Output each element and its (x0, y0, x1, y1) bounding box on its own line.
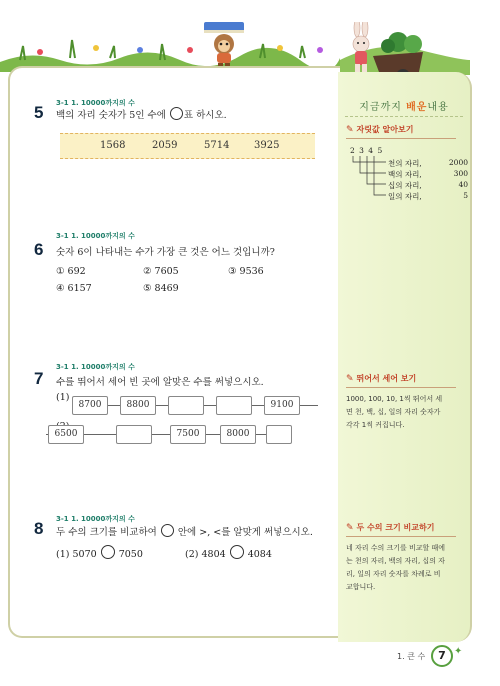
place-value-row: 일의 자리, 5 (388, 191, 468, 201)
sidebar-heading: 자릿값 알아보기 (356, 125, 414, 134)
number-choice[interactable]: 2059 (152, 140, 178, 151)
question-text: 백의 자리 숫자가 5인 수에 표 하시오. (56, 107, 227, 121)
question-tag: 3-1 1. 10000까지의 수 (56, 232, 135, 240)
number-choice[interactable]: 5714 (204, 140, 230, 151)
question-number: 5 (34, 103, 44, 122)
sidebar-title-area (345, 94, 463, 117)
circle-symbol (170, 107, 183, 120)
answer-option[interactable]: ④ 6157 (56, 283, 92, 294)
sequence-box: 9100 (264, 396, 300, 415)
answer-option[interactable]: ② 7605 (143, 266, 179, 277)
sequence-blank-input[interactable] (266, 425, 292, 444)
pencil-icon: ✎ (346, 124, 354, 135)
sidebar-title-highlight: 배운 (406, 102, 428, 113)
question-number: 6 (34, 240, 44, 259)
place-value-diagram (350, 146, 468, 206)
question-text: 수를 뛰어서 세어 빈 곳에 알맞은 수를 써넣으시오. (56, 377, 264, 388)
question-number: 7 (34, 369, 44, 388)
place-value-connector-lines (350, 146, 390, 206)
sidebar-heading: 뛰어서 세어 보기 (356, 374, 417, 383)
number-choice[interactable]: 3925 (254, 140, 280, 151)
comparison-problem: (2) 4804 4084 (185, 545, 272, 560)
sequence-box: 6500 (48, 425, 84, 444)
chapter-label: 1. 큰 수 (397, 652, 426, 661)
page-number: 7 (431, 645, 453, 667)
question-tag: 3-1 1. 10000까지의 수 (56, 363, 135, 371)
sparkle-icon: ✦ (454, 646, 463, 657)
comparison-answer-circle[interactable] (101, 545, 115, 559)
number-choices-box (60, 133, 315, 159)
circle-symbol (161, 524, 174, 537)
place-value-row: 백의 자리, 300 (388, 169, 468, 179)
place-value-row: 천의 자리, 2000 (388, 158, 468, 168)
divider (346, 138, 456, 139)
sidebar-section-skip-counting (346, 373, 466, 432)
sequence-blank-input[interactable] (216, 396, 252, 415)
pencil-icon: ✎ (346, 522, 354, 533)
divider (346, 387, 456, 388)
place-value-digits: 2 3 4 5 (350, 146, 384, 155)
monkey-with-book-illustration (200, 18, 248, 68)
sequence-row-2 (44, 425, 284, 445)
sidebar-heading: 두 수의 크기 비교하기 (356, 523, 435, 532)
sequence-row-1 (70, 396, 320, 416)
question-tag: 3-1 1. 10000까지의 수 (56, 515, 135, 523)
sequence-box: 7500 (170, 425, 206, 444)
sidebar-text: 1000, 100, 10, 1씩 뛰어서 세 면 천, 백, 십, 일의 자리 숫자가 각각 1씩 커집니다. (346, 395, 443, 429)
row-label: (1) (56, 392, 70, 403)
pencil-icon: ✎ (346, 373, 354, 384)
place-value-row: 십의 자리, 40 (388, 180, 468, 190)
comparison-answer-circle[interactable] (230, 545, 244, 559)
number-choice[interactable]: 1568 (100, 140, 126, 151)
answer-option[interactable]: ① 692 (56, 266, 86, 277)
sequence-blank-input[interactable] (116, 425, 152, 444)
sidebar-section-compare (346, 522, 466, 594)
sidebar-section-place-value (346, 124, 466, 139)
question-tag: 3-1 1. 10000까지의 수 (56, 99, 135, 107)
answer-option[interactable]: ⑤ 8469 (143, 283, 179, 294)
question-text: 두 수의 크기를 비교하여 안에 >, <를 알맞게 써넣으시오. (56, 524, 313, 538)
answer-option[interactable]: ③ 9536 (228, 266, 264, 277)
divider (346, 536, 456, 537)
sidebar-text: 네 자리 수의 크기를 비교할 때에 는 천의 자리, 백의 자리, 십의 자 리, 일의 자리 숫자를 차례로 비 교합니다. (346, 544, 446, 591)
sequence-box: 8000 (220, 425, 256, 444)
question-text: 숫자 6이 나타내는 수가 가장 큰 것은 어느 것입니까? (56, 247, 275, 258)
sidebar-title: 지금까지 배운내용 (359, 102, 449, 113)
comparison-problem: (1) 5070 7050 (56, 545, 143, 560)
sequence-box: 8700 (72, 396, 108, 415)
sequence-box: 8800 (120, 396, 156, 415)
sequence-blank-input[interactable] (168, 396, 204, 415)
question-number: 8 (34, 519, 44, 538)
